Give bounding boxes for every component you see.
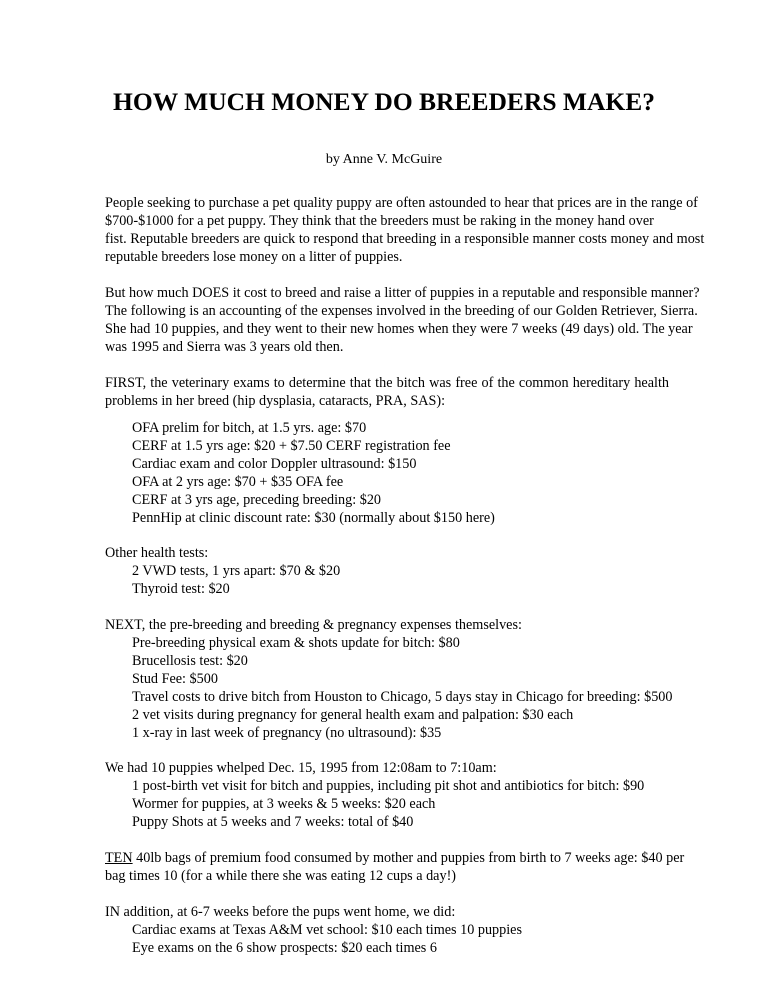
- paragraph-text: 40lb bags of premium food consumed by mother and puppies from birth to 7 weeks age: $40 per: [132, 850, 685, 866]
- list-item: Pre-breeding physical exam & shots update for bitch: $80: [132, 635, 460, 651]
- byline: by Anne V. McGuire: [325, 152, 443, 167]
- paragraph-line: The following is an accounting of the expenses involved in the breeding of our Golden Retriever, Sierra.: [105, 303, 698, 319]
- underlined-word: TEN: [105, 850, 133, 866]
- list-item: Thyroid test: $20: [132, 581, 230, 597]
- paragraph-line: She had 10 puppies, and they went to their new homes when they were 7 weeks (49 days) old. The year: [105, 321, 693, 337]
- paragraph-line: IN addition, at 6-7 weeks before the pups went home, we did:: [105, 904, 456, 920]
- paragraph-line: $700-$1000 for a pet puppy. They think that the breeders must be raking in the money hand over: [105, 213, 654, 229]
- list-item: Cardiac exam and color Doppler ultrasound: $150: [132, 456, 417, 472]
- list-item: Eye exams on the 6 show prospects: $20 each times 6: [132, 940, 437, 956]
- paragraph-line: was 1995 and Sierra was 3 years old then.: [105, 339, 344, 355]
- paragraph-line: [105, 849, 684, 867]
- paragraph-line: People seeking to purchase a pet quality puppy are often astounded to hear that prices are in the range of: [105, 195, 698, 211]
- paragraph-line: problems in her breed (hip dysplasia, cataracts, PRA, SAS):: [105, 393, 446, 409]
- list-item: Cardiac exams at Texas A&M vet school: $10 each times 10 puppies: [132, 922, 522, 938]
- paragraph-line: But how much DOES it cost to breed and raise a litter of puppies in a reputable and responsible manner?: [105, 285, 700, 301]
- list-item: OFA at 2 yrs age: $70 + $35 OFA fee: [132, 474, 344, 490]
- list-item: CERF at 3 yrs age, preceding breeding: $20: [132, 492, 382, 508]
- paragraph-line: We had 10 puppies whelped Dec. 15, 1995 from 12:08am to 7:10am:: [105, 760, 497, 776]
- list-item: CERF at 1.5 yrs age: $20 + $7.50 CERF registration fee: [132, 438, 451, 454]
- list-item: 2 vet visits during pregnancy for general health exam and palpation: $30 each: [132, 707, 574, 723]
- list-item: Puppy Shots at 5 weeks and 7 weeks: total of $40: [132, 814, 414, 830]
- paragraph-line: FIRST, the veterinary exams to determine that the bitch was free of the common hereditary health: [105, 375, 669, 391]
- list-item: 1 post-birth vet visit for bitch and puppies, including pit shot and antibiotics for bitch: $90: [132, 778, 645, 794]
- paragraph-line: fist. Reputable breeders are quick to respond that breeding in a responsible manner costs money and most: [105, 231, 705, 247]
- list-item: PennHip at clinic discount rate: $30 (normally about $150 here): [132, 510, 495, 526]
- list-item: OFA prelim for bitch, at 1.5 yrs. age: $70: [132, 420, 367, 436]
- list-item: 1 x-ray in last week of pregnancy (no ultrasound): $35: [132, 725, 442, 741]
- list-item: Travel costs to drive bitch from Houston to Chicago, 5 days stay in Chicago for breeding: $500: [132, 689, 673, 705]
- paragraph-line: bag times 10 (for a while there she was eating 12 cups a day!): [105, 868, 457, 884]
- paragraph-line: NEXT, the pre-breeding and breeding & pregnancy expenses themselves:: [105, 617, 522, 633]
- list-item: Wormer for puppies, at 3 weeks & 5 weeks: $20 each: [132, 796, 436, 812]
- paragraph-line: Other health tests:: [105, 545, 209, 561]
- list-item: Stud Fee: $500: [132, 671, 218, 687]
- list-item: 2 VWD tests, 1 yrs apart: $70 & $20: [132, 563, 341, 579]
- list-item: Brucellosis test: $20: [132, 653, 248, 669]
- paragraph-line: reputable breeders lose money on a litter of puppies.: [105, 249, 403, 265]
- page-title: HOW MUCH MONEY DO BREEDERS MAKE?: [113, 87, 655, 116]
